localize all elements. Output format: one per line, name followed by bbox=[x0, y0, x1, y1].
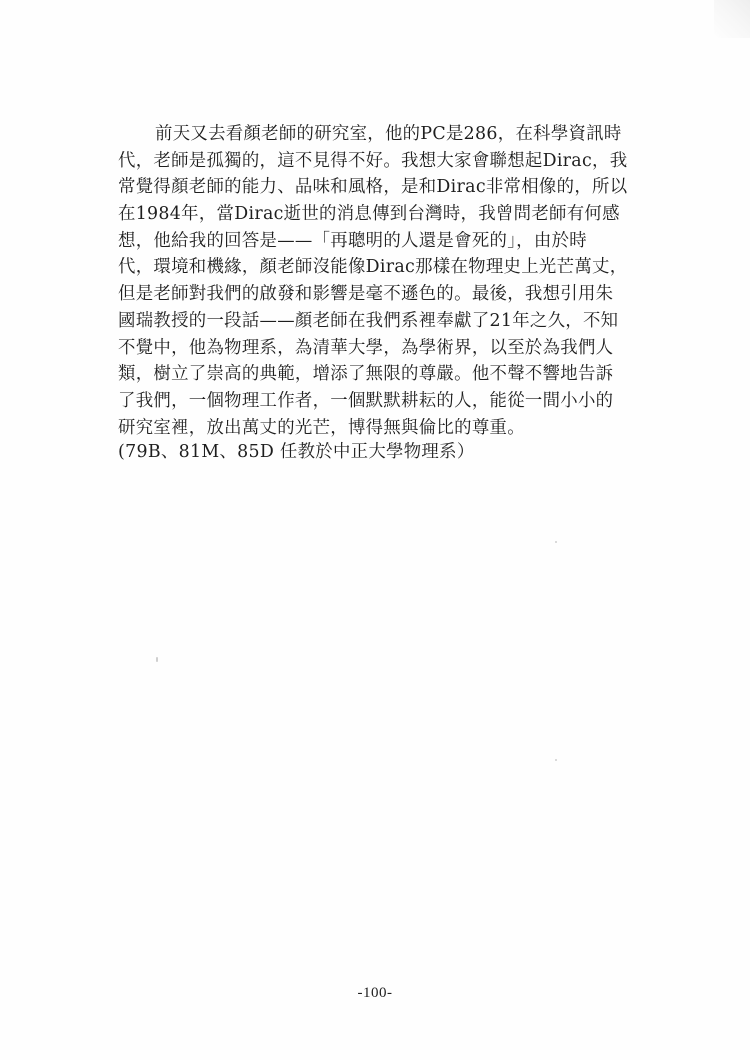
paragraph-line: 國瑞教授的一段話——顏老師在我們系裡奉獻了21年之久，不知 bbox=[118, 310, 619, 331]
page-number: -100- bbox=[357, 985, 393, 1001]
paragraph-line: 類，樹立了崇高的典範，增添了無限的尊嚴。他不聲不響地告訴 bbox=[118, 364, 614, 385]
paragraph-line: 代，老師是孤獨的，這不見得不好。我想大家會聯想起Dirac，我 bbox=[118, 150, 628, 171]
scan-speck bbox=[156, 657, 158, 662]
scan-speck bbox=[555, 759, 557, 761]
scan-speck bbox=[555, 541, 557, 543]
main-paragraph bbox=[118, 121, 638, 441]
paragraph-line: 想，他給我的回答是——「再聰明的人還是會死的」，由於時 bbox=[118, 230, 587, 251]
page-corner-shadow bbox=[714, 0, 750, 38]
paragraph-line: 常覺得顏老師的能力、品味和風格，是和Dirac非常相像的，所以 bbox=[118, 177, 628, 198]
paragraph-line: 在1984年，當Dirac逝世的消息傳到台灣時，我曾問老師有何感 bbox=[118, 204, 620, 225]
paragraph-line: 代，環境和機緣，顏老師沒能像Dirac那樣在物理史上光芒萬丈， bbox=[118, 257, 628, 278]
paragraph-line: 但是老師對我們的啟發和影響是毫不遜色的。最後，我想引用朱 bbox=[118, 284, 614, 305]
paragraph-line: 研究室裡，放出萬丈的光芒，博得無與倫比的尊重。 bbox=[118, 417, 525, 438]
paragraph-line: 不覺中，他為物理系，為清華大學，為學術界，以至於為我們人 bbox=[118, 337, 614, 358]
paragraph-line: 了我們，一個物理工作者，一個默默耕耘的人，能從一間小小的 bbox=[118, 390, 614, 411]
author-attribution: (79B、81M、85D 任教於中正大學物理系） bbox=[118, 442, 475, 462]
paragraph-line: 前天又去看顏老師的研究室，他的PC是286，在科學資訊時 bbox=[155, 124, 622, 144]
